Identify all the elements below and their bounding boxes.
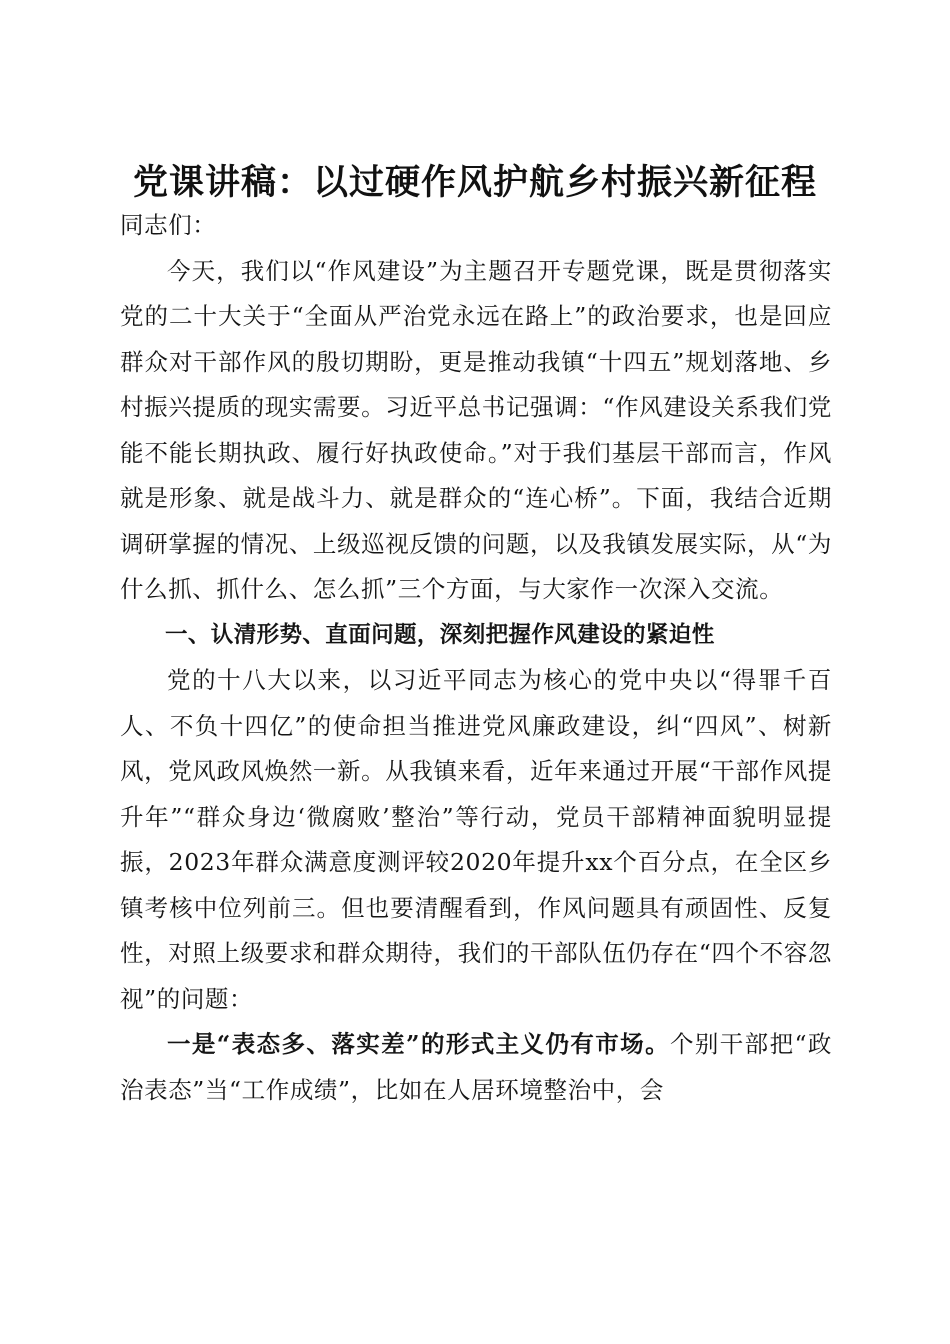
salutation: 同志们： bbox=[120, 211, 217, 239]
problem-1-lead: 一是“表态多、落实差”的形式主义仍有市场。 bbox=[167, 1030, 670, 1058]
paragraph-situation: 党的十八大以来，以习近平同志为核心的党中央以“得罪千百人、不负十四亿”的使命担当推进党风廉政建设，纠“四风”、树新风，党风政风焕然一新。从我镇来看，近年来通过开展“干部作风提升年”“群众身边‘微腐败’整治”等行动，党员干部精神面貌明显提振，2023年群众满意度测评较2020年提升xx个百分点，在全区乡镇考核中位列前三。但也要清醒看到，作风问题具有顽固性、反复性，对照上级要求和群众期待，我们的干部队伍仍存在“四个不容忽视”的问题： bbox=[120, 666, 832, 1013]
document-body bbox=[120, 203, 832, 1113]
section-heading-1: 一、认清形势、直面问题，深刻把握作风建设的紧迫性 bbox=[165, 621, 715, 648]
document-title: 党课讲稿：以过硬作风护航乡村振兴新征程 bbox=[132, 162, 817, 204]
problem-1-text: 个别干部把“政治表态”当“工作成绩”，比如在人居环境整治中，会 bbox=[120, 1030, 832, 1104]
paragraph-opening: 今天，我们以“作风建设”为主题召开专题党课，既是贯彻落实党的二十大关于“全面从严治党永远在路上”的政治要求，也是回应群众对干部作风的殷切期盼，更是推动我镇“十四五”规划落地、乡村振兴提质的现实需要。习近平总书记强调：“作风建设关系我们党能不能长期执政、履行好执政使命。”对于我们基层干部而言，作风就是形象、就是战斗力、就是群众的“连心桥”。下面，我结合近期调研掌握的情况、上级巡视反馈的问题，以及我镇发展实际，从“为什么抓、抓什么、怎么抓”三个方面，与大家作一次深入交流。 bbox=[120, 256, 832, 603]
paragraph-problem-1 bbox=[120, 1022, 832, 1113]
